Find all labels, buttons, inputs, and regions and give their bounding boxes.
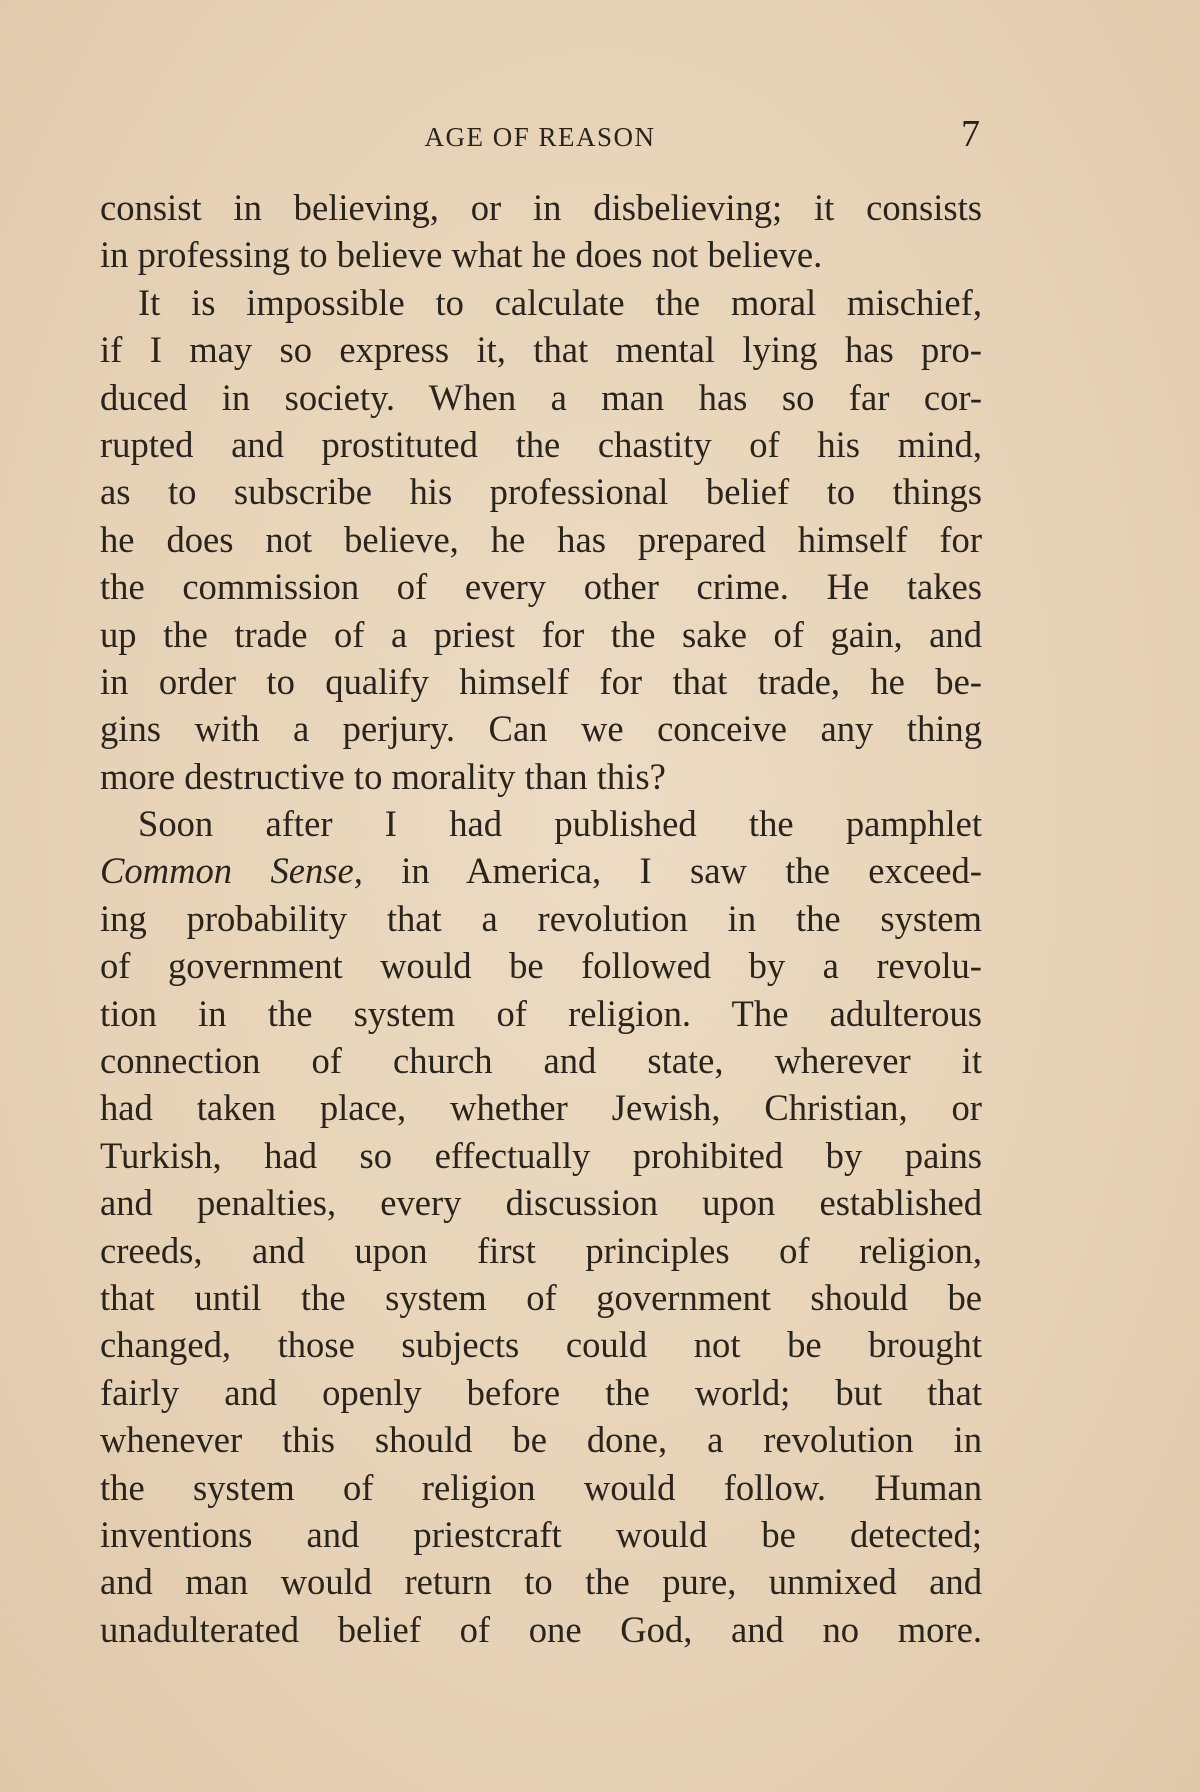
text-line: of government would be followed by a revolu- (100, 945, 982, 987)
text-line: rupted and prostituted the chastity of his mind, (100, 423, 982, 465)
text-line: fairly and openly before the world; but that (100, 1371, 982, 1413)
text-line: Soon after I had published the pamphlet (138, 803, 982, 845)
running-title: AGE OF REASON (424, 122, 656, 152)
text-line: had taken place, whether Jewish, Christian, or (100, 1087, 982, 1129)
text-run: in America, I saw the exceed- (362, 850, 982, 892)
text-line: as to subscribe his professional belief to things (100, 471, 982, 513)
text-line: he does not believe, he has prepared himself for (100, 518, 982, 560)
text-line: unadulterated belief of one God, and no more. (100, 1608, 982, 1650)
text-line: whenever this should be done, a revolution in (100, 1419, 982, 1461)
body-text (100, 184, 982, 1653)
text-line: inventions and priestcraft would be detected; (100, 1513, 982, 1555)
text-line: that until the system of government should be (100, 1276, 982, 1318)
text-line: creeds, and upon first principles of religion, (100, 1229, 982, 1271)
text-line: Turkish, had so effectually prohibited by pains (100, 1134, 982, 1176)
text-line: gins with a perjury. Can we conceive any thing (100, 708, 982, 750)
text-line: consist in believing, or in disbelieving; it consists (100, 187, 982, 228)
page-header (100, 113, 980, 158)
text-line: more destructive to morality than this? (100, 755, 666, 797)
text-line: changed, those subjects could not be brought (100, 1324, 982, 1366)
text-line (100, 847, 982, 894)
text-line: up the trade of a priest for the sake of gain, and (100, 613, 982, 655)
book-title-italic: Common Sense, (100, 850, 363, 892)
text-line: It is impossible to calculate the moral mischief, (138, 281, 982, 323)
text-line: and man would return to the pure, unmixed and (100, 1561, 982, 1603)
text-line: in order to qualify himself for that trade, he be- (100, 660, 982, 702)
paragraph-1 (100, 184, 982, 279)
text-line: connection of church and state, wherever it (100, 1040, 982, 1082)
paragraph-2 (100, 279, 982, 800)
text-line: the system of religion would follow. Human (100, 1466, 982, 1508)
text-line: the commission of every other crime. He takes (100, 566, 982, 608)
text-line: in professing to believe what he does not believe. (100, 234, 823, 276)
text-line: duced in society. When a man has so far cor- (100, 376, 982, 418)
text-line: tion in the system of religion. The adulterous (100, 992, 982, 1034)
text-line: if I may so express it, that mental lying has pro- (100, 329, 982, 371)
page-number: 7 (961, 113, 980, 155)
text-line: ing probability that a revolution in the system (100, 897, 982, 939)
text-line: and penalties, every discussion upon established (100, 1182, 982, 1224)
paragraph-3 (100, 800, 982, 1653)
